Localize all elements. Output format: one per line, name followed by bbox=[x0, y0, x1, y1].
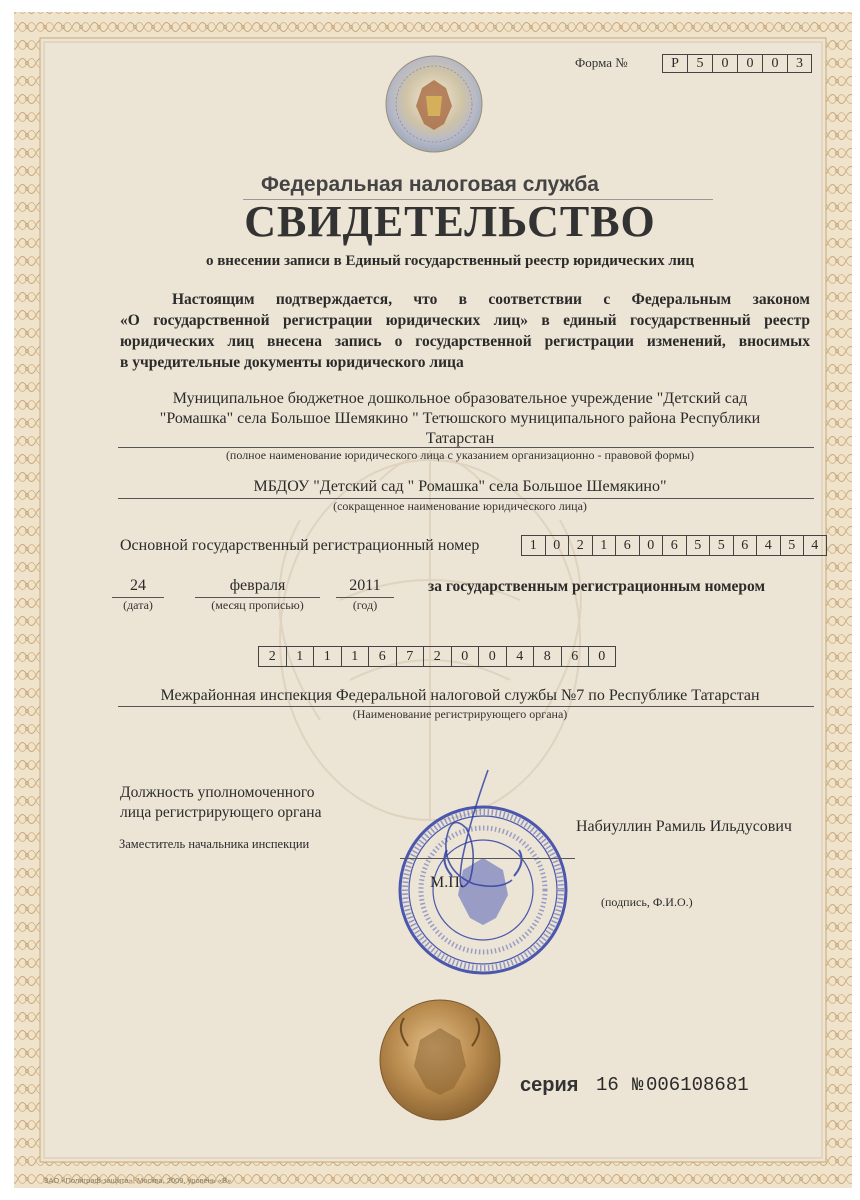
grn-digit: 6 bbox=[368, 646, 396, 667]
statement-line: юридических лиц внесена запись о государственной регистрации изменений, вносимых bbox=[120, 333, 810, 350]
position-label bbox=[120, 783, 321, 823]
grn-digit: 1 bbox=[313, 646, 341, 667]
statement-line: в учредительные документы юридического лица bbox=[120, 354, 464, 371]
grn-digit: 1 bbox=[286, 646, 314, 667]
series-label: серия bbox=[520, 1074, 579, 1096]
date-day: 24 bbox=[130, 577, 146, 594]
form-number-digit: 5 bbox=[687, 54, 712, 73]
form-number-digit: 0 bbox=[712, 54, 737, 73]
form-number-cells bbox=[662, 54, 812, 73]
ogrn-digit: 0 bbox=[639, 535, 663, 556]
short-name-caption: (сокращенное наименование юридического лица) bbox=[333, 499, 587, 513]
form-number-digit: 0 bbox=[737, 54, 762, 73]
full-name-caption: (полное наименование юридического лица с указанием организационно - правовой формы) bbox=[225, 448, 695, 462]
full-name-line: Муниципальное бюджетное дошкольное образовательное учреждение "Детский сад bbox=[172, 390, 748, 407]
ogrn-digit: 5 bbox=[709, 535, 733, 556]
statement-line: Настоящим подтверждается, что в соответствии с Федеральным законом bbox=[172, 291, 810, 308]
statement-text bbox=[120, 289, 810, 373]
ogrn-digit: 1 bbox=[592, 535, 616, 556]
ogrn-digit: 5 bbox=[686, 535, 710, 556]
form-number-label: Форма № bbox=[575, 55, 628, 70]
series-number: 006108681 bbox=[646, 1074, 749, 1096]
full-name-line: Татарстан bbox=[425, 430, 495, 447]
grn-label: за государственным регистрационным номером bbox=[428, 578, 766, 595]
full-name-block bbox=[110, 389, 810, 449]
ogrn-digit: 0 bbox=[545, 535, 569, 556]
hologram-emblem-icon bbox=[386, 56, 482, 152]
ogrn-digit: 1 bbox=[521, 535, 545, 556]
position-label-line: лица регистрирующего органа bbox=[120, 804, 322, 821]
ogrn-digit: 4 bbox=[803, 535, 827, 556]
ogrn-digit: 5 bbox=[780, 535, 804, 556]
ogrn-digit: 6 bbox=[733, 535, 757, 556]
statement-line: «О государственной регистрации юридических лиц» в единый государственный реестр bbox=[120, 312, 810, 329]
grn-digit: 1 bbox=[341, 646, 369, 667]
series-value: 16 bbox=[596, 1074, 619, 1096]
full-name-line: "Ромашка" села Большое Шемякино " Тетюшского муниципального района Республики bbox=[159, 410, 761, 427]
ogrn-digit: 4 bbox=[756, 535, 780, 556]
signature-underline bbox=[400, 858, 575, 859]
date-month: февраля bbox=[229, 577, 286, 594]
series-number-label: № bbox=[632, 1074, 644, 1096]
date-year-caption: (год) bbox=[352, 598, 378, 612]
official-name: Набиуллин Рамиль Ильдусович bbox=[576, 818, 792, 835]
grn-digit: 2 bbox=[423, 646, 451, 667]
signature-caption: (подпись, Ф.И.О.) bbox=[601, 895, 693, 909]
document-title: СВИДЕТЕЛЬСТВО bbox=[244, 197, 656, 246]
grn-digit: 0 bbox=[588, 646, 616, 667]
official-position: Заместитель начальника инспекции bbox=[119, 837, 310, 851]
ogrn-digit: 6 bbox=[662, 535, 686, 556]
issuer-name: Федеральная налоговая служба bbox=[261, 173, 599, 196]
authority-caption: (Наименование регистрирующего органа) bbox=[352, 707, 568, 721]
ogrn-cells bbox=[521, 535, 827, 556]
printer-imprint: ЗАО «Полиграф-защита», Москва, 2009, уровень «В» bbox=[44, 1176, 232, 1185]
date-day-caption: (дата) bbox=[123, 598, 153, 612]
document-subtitle: о внесении записи в Единый государственный реестр юридических лиц bbox=[205, 253, 695, 269]
position-label-line: Должность уполномоченного bbox=[120, 784, 315, 801]
grn-digit: 7 bbox=[396, 646, 424, 667]
form-number-digit: 0 bbox=[762, 54, 787, 73]
short-name: МБДОУ "Детский сад " Ромашка" села Большое Шемякино" bbox=[253, 478, 667, 495]
grn-digit: 8 bbox=[533, 646, 561, 667]
grn-digit: 2 bbox=[258, 646, 286, 667]
grn-digit: 0 bbox=[478, 646, 506, 667]
gold-seal-icon bbox=[380, 1000, 500, 1120]
ogrn-label: Основной государственный регистрационный номер bbox=[120, 537, 480, 554]
grn-digit: 4 bbox=[506, 646, 534, 667]
form-number-digit: Р bbox=[662, 54, 687, 73]
date-month-caption: (месяц прописью) bbox=[211, 598, 304, 612]
authority-name: Межрайонная инспекция Федеральной налоговой службы №7 по Республике Татарстан bbox=[160, 687, 760, 704]
ogrn-digit: 2 bbox=[568, 535, 592, 556]
grn-cells bbox=[258, 646, 616, 667]
mp-label: М.П. bbox=[430, 874, 464, 891]
ogrn-digit: 6 bbox=[615, 535, 639, 556]
grn-digit: 0 bbox=[451, 646, 479, 667]
grn-digit: 6 bbox=[561, 646, 589, 667]
date-year: 2011 bbox=[349, 577, 381, 594]
form-number-digit: 3 bbox=[787, 54, 812, 73]
